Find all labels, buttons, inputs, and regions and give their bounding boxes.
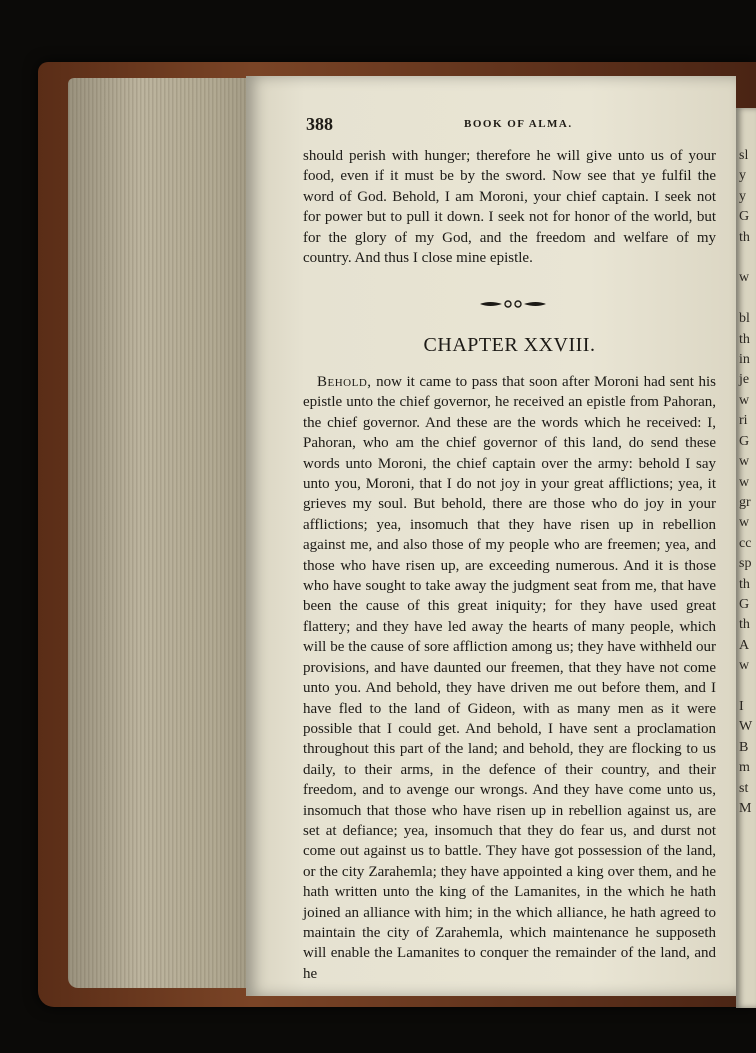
chapter-first-word: Behold, [317,374,372,390]
next-page-fragment: w [739,454,750,470]
page-edges [68,78,250,988]
next-page-fragment [736,677,756,697]
next-page-fragment [736,248,756,268]
next-page-fragment: G [739,433,750,449]
next-page-fragment: st [739,780,749,796]
next-page-fragment: I [739,698,744,714]
next-page-fragment: B [739,739,749,755]
chapter-text: now it came to pass that soon after Moroni had sent his epistle unto the chief governor, he received an epistle from Pahoran, the chief governor. And these are the words which he received: I, Pahoran, who am the chief governor of this land, do send these words unto Moroni, the chief captain over the army: behold I say unto you, Moroni, that I do not joy in your great afflictions; yea, it grieves my soul. But behold, there are those who do joy in your afflictions; yea, insomuch that they have risen up in rebellion against me, and also those of my people who are freemen; yea, and those who have risen up, are exceeding numerous. And it is those who have sought to take away the judgment seat from me, that have been the cause of this great iniquity; for they have used great flattery; and they have led away the hearts of many people, which will be the cause of sore affliction among us; they have withheld our provisions, and have daunted our freemen, that they have not come unto you. And behold, they have driven me out before them, and I have fled to the land of Gideon, with as many men as it were possible that I could get. And behold, I have sent a proclamation throughout this part of the land; and behold, they are flocking to us daily, to their arms, in the defence of their country, and their freedom, and to avenge our wrongs. And they have come unto us, insomuch that those who have risen up in rebellion against us, are set at defiance; yea, insomuch that they do fear us, and durst not come out against us to battle. They have got possession of the land, or the city Zarahemla; they have appointed a king over them, and he hath written unto the king of the Lamanites, in the which he hath joined an alliance with him; in the which alliance, he hath agreed to maintain the city of Zarahemla, which maintenance he supposeth will enable the Lamanites to conquer the remainder of the land, and he [303,374,716,982]
next-page-fragment: w [739,270,750,286]
next-page-fragment: th [739,617,750,633]
next-page-fragment: ri [739,413,748,429]
next-page-fragment: M [739,801,752,816]
page-header [306,114,720,136]
next-page-fragment: m [739,760,750,776]
next-page-fragment: w [739,515,750,531]
next-page-margin [736,108,756,1008]
next-page-fragment: G [739,209,750,225]
opening-paragraph: should perish with hunger; therefore he will give unto us of your food, even if it must be by the sword. Now see that ye fulfil the word of God. Behold, I am Moroni, your chief captain. I seek not for power but to pull it down. I seek not for honor of the world, but for the glory of my God, and the freedom and welfare of my country. And thus I close mine epistle. [303,148,716,267]
next-page-fragment: th [739,229,750,245]
next-page-fragment: sp [739,556,752,572]
book-page [246,76,736,996]
next-page-fragment: th [739,576,750,592]
next-page-fragment: je [739,372,750,388]
next-page-fragment: cc [739,535,752,551]
next-page-fragment [736,289,756,309]
next-page-fragment: sl [739,148,749,163]
next-page-fragment: w [739,474,750,490]
next-page-fragment: w [739,658,750,674]
chapter-paragraph [303,372,716,984]
page-number: 388 [306,114,333,134]
next-page-fragment: bl [739,311,750,327]
next-page-fragment: W [739,719,753,735]
next-page-fragment: y [739,188,746,204]
next-page-fragment: w [739,392,750,408]
next-page-fragment: th [739,331,750,347]
running-title: BOOK OF ALMA. [464,118,573,130]
next-page-fragment: gr [739,494,751,510]
next-page-fragment: A [739,637,750,653]
chapter-title: CHAPTER XXVIII. [423,334,596,356]
next-page-fragment: G [739,596,750,612]
next-page-fragment: y [739,168,746,184]
ornament-divider [478,298,548,310]
next-page-fragment: in [739,352,750,368]
